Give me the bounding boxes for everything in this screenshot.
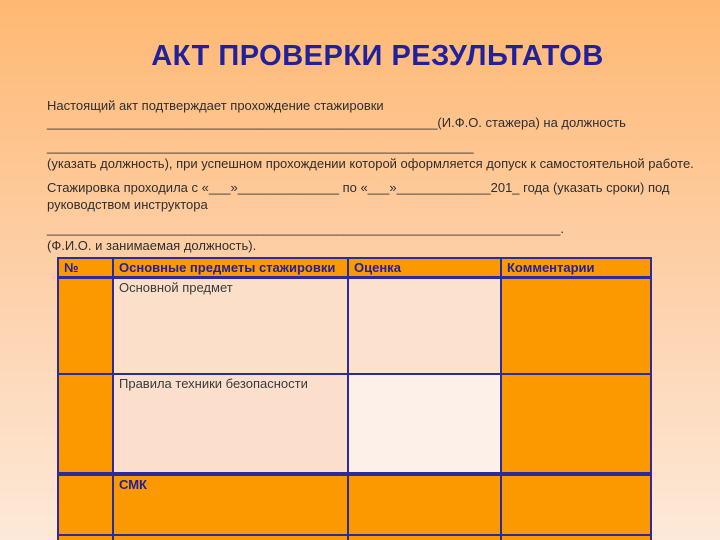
text-line: (указать должность), при успешном прохождении которой оформляется допуск к самостоятельной работе.: [47, 155, 694, 171]
paragraph-dates: [47, 180, 670, 213]
fill-in-line-position: ___________________________________________________________: [47, 139, 474, 154]
cell-number-1: [58, 278, 113, 375]
cell-comments-4: [501, 535, 651, 540]
col-header-comments: Комментарии: [501, 258, 651, 278]
table-row: [58, 278, 651, 375]
cell-number-3: [58, 474, 113, 535]
paragraph-intro: [47, 98, 661, 131]
cell-number-4: [58, 535, 113, 540]
page-title: АКТ ПРОВЕРКИ РЕЗУЛЬТАТОВ: [151, 40, 604, 72]
cell-number-2: [58, 374, 113, 474]
fill-in-line-dates: Стажировка проходила с «___»______________ по «___»_____________201_ года (указать сроки) под: [47, 180, 670, 195]
text-line: руководством инструктора: [47, 196, 208, 212]
col-header-number: №: [58, 258, 113, 278]
table-row: [58, 474, 651, 535]
cell-subject-2: Правила техники безопасности: [113, 374, 348, 474]
col-header-grade: Оценка: [348, 258, 501, 278]
cell-comments-2: [501, 374, 651, 474]
cell-grade-1: [348, 278, 501, 375]
table-row: [58, 374, 651, 474]
text-line: (Ф.И.О. и занимаемая должность).: [47, 237, 257, 253]
body-text: [47, 98, 694, 254]
fill-in-line-trainee-name: ______________________________________________________(И.Ф.О. стажера) на должность: [47, 114, 626, 130]
internship-results-table: [57, 257, 652, 540]
fill-in-line-instructor: _______________________________________________________________________.: [47, 221, 564, 236]
paragraph-instructor: [47, 221, 661, 254]
cell-grade-3: [348, 474, 501, 535]
cell-subject-1: Основной предмет: [113, 278, 348, 375]
table-header-row: [58, 258, 651, 278]
text-line: Настоящий акт подтверждает прохождение стажировки: [47, 98, 384, 113]
cell-comments-1: [501, 278, 651, 375]
cell-subject-3: СМК: [113, 474, 348, 535]
cell-grade-4: [348, 535, 501, 540]
cell-grade-2: [348, 374, 501, 474]
col-header-subjects: Основные предметы стажировки: [113, 258, 348, 278]
paragraph-position: [47, 139, 694, 172]
cell-subject-4: [113, 535, 348, 540]
cell-comments-3: [501, 474, 651, 535]
table-row-clipped: [58, 535, 651, 540]
